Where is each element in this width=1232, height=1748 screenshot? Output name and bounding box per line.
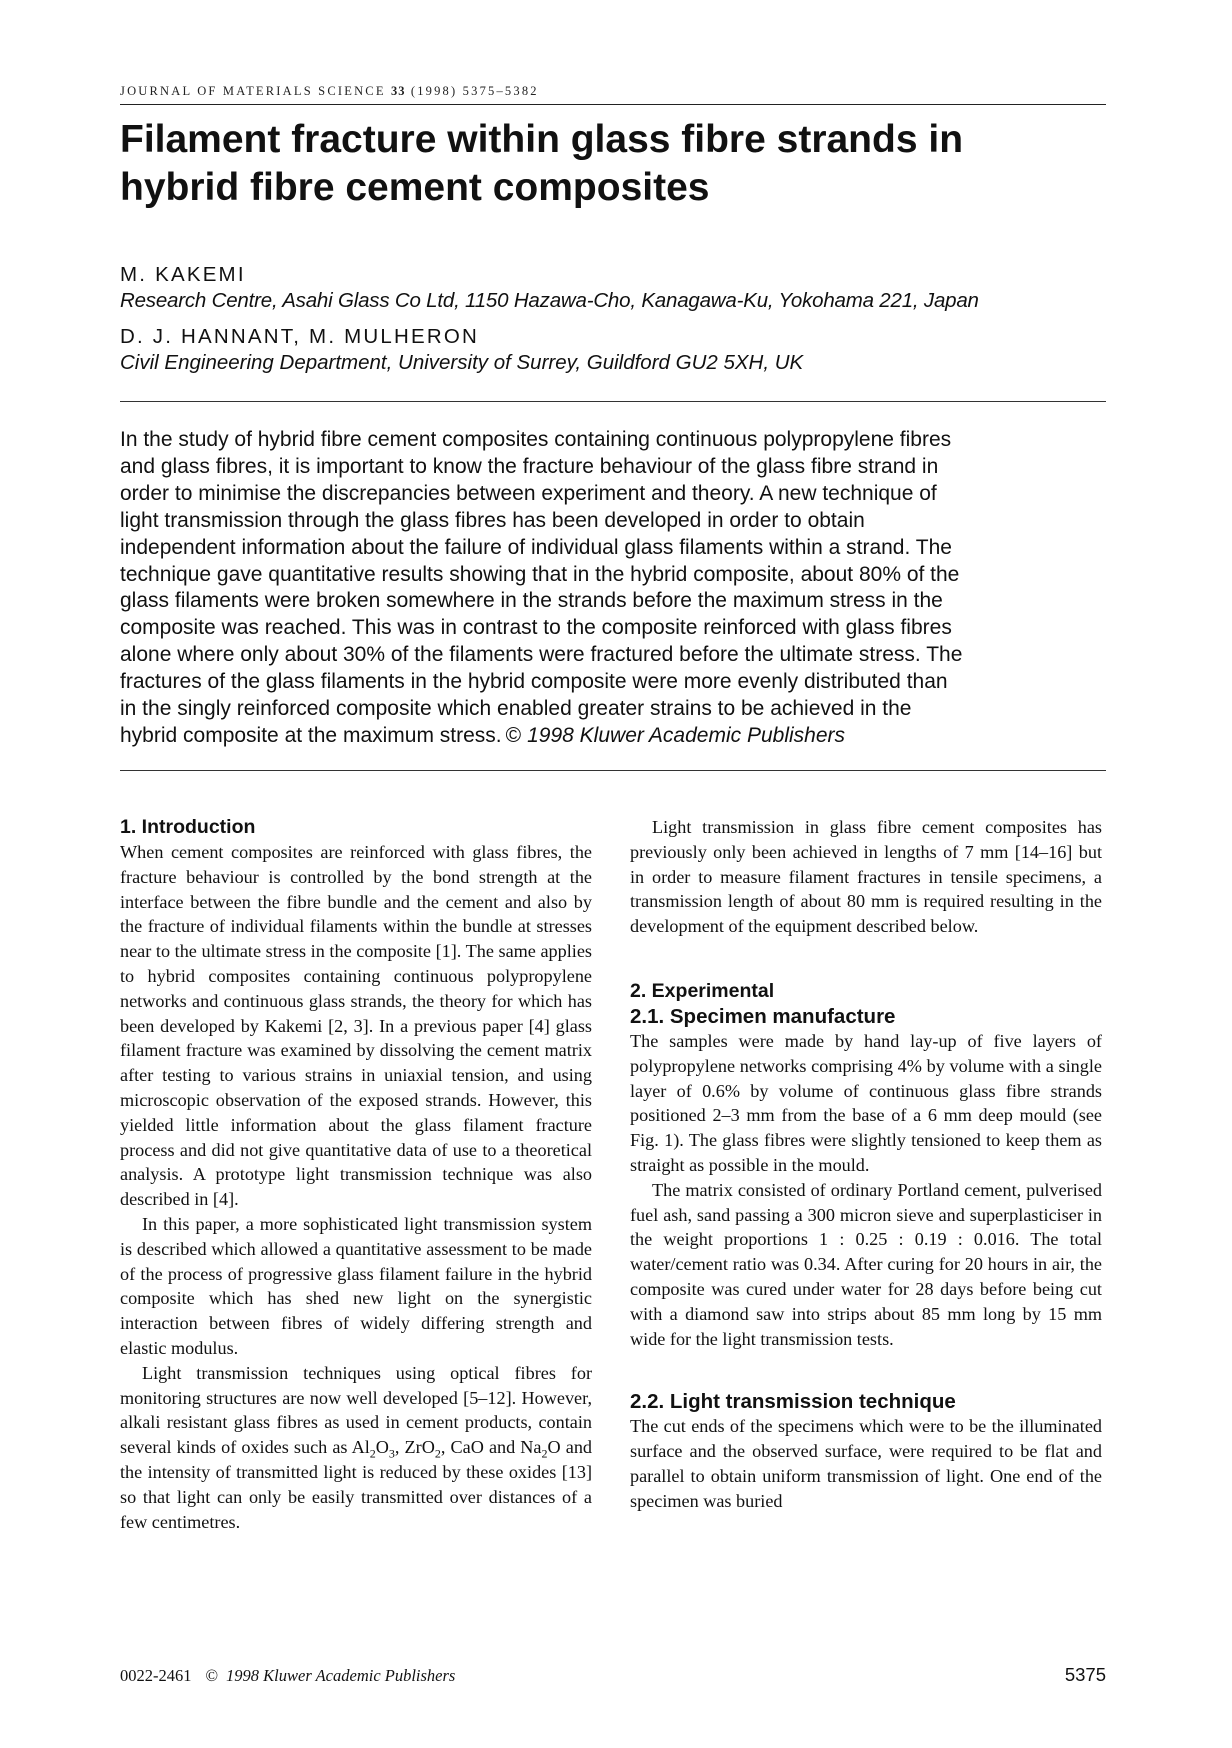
abstract-last-text: hybrid composite at the maximum stress. — [120, 723, 502, 747]
abstract-line: independent information about the failure of individual glass filaments within a strand. The — [120, 535, 952, 559]
author-names-1: M. KAKEMI — [120, 263, 246, 286]
header-rule — [120, 104, 1106, 105]
intro-paragraph-1: When cement composites are reinforced with glass fibres, the fracture behaviour is controlled by the bond strength at the interface between the fibre bundle and the cement and also by the fracture of individual filaments within the bundle at stresses near to the ultimate stress in the composite [1]. The same applies to hybrid composites containing continuous polypropylene networks and continuous glass strands, the theory for which has been developed by Kakemi [2, 3]. In a previous paper [4] glass filament fracture was examined by dissolving the cement matrix after testing to various strains in uniaxial tension, and using microscopic observation of the exposed strands. However, this yielded little information about the glass filament fracture process and did not give quantitative data of use to a theoretical analysis. A prototype light transmission technique was also described in [4]. — [120, 842, 592, 1210]
abstract-line: fractures of the glass filaments in the hybrid composite were more evenly distributed than — [120, 670, 948, 694]
section-heading-experimental: 2. Experimental — [630, 979, 775, 1002]
copyright-mark: © — [505, 723, 522, 747]
section-spacer — [630, 939, 1102, 979]
abstract-line: alone where only about 30% of the filaments were fractured before the ultimate stress. The — [120, 643, 963, 667]
abstract — [120, 427, 1106, 750]
running-head — [120, 84, 1106, 99]
abstract-line: composite was reached. This was in contrast to the composite reinforced with glass fibres — [120, 616, 952, 640]
article-title — [120, 116, 1106, 212]
right-column — [630, 815, 1102, 1514]
abstract-line: glass filaments were broken somewhere in the strands before the maximum stress in the — [120, 589, 943, 613]
abstract-top-rule — [120, 401, 1106, 402]
abstract-line: and glass fibres, it is important to know the fracture behaviour of the glass fibre strand in — [120, 454, 939, 478]
abstract-line: technique gave quantitative results showing that in the hybrid composite, about 80% of the — [120, 562, 960, 586]
author-affiliation-1: Research Centre, Asahi Glass Co Ltd, 1150 Hazawa-Cho, Kanagawa-Ku, Yokohama 221, Japan — [120, 289, 979, 312]
page-number: 5375 — [1064, 1664, 1106, 1685]
abstract-bottom-rule — [120, 770, 1106, 771]
intro-paragraph-2: In this paper, a more sophisticated light transmission system is described which allowed a quantitative assessment to be made of the process of progressive glass filament failure in the hybrid composite which has shed new light on the synergistic interaction between fibres of widely differing strength and elastic modulus. — [120, 1213, 592, 1358]
journal-year-pages: (1998) 5375–5382 — [410, 84, 539, 98]
subsection-heading-specimen-manufacture: 2.1. Specimen manufacture — [630, 1004, 896, 1028]
intro-paragraph-3: Light transmission techniques using optical fibres for monitoring structures are now well developed [5–12]. However, alkali resistant glass fibres as used in cement products, contain several kinds of oxides such as $Al_2O_3$, ZrO$_2$, CaO and $Na_2O$ and the intensity of transmitted light is reduced by these oxides [13] so that light can only be easily transmitted over distances of a few centimetres. — [120, 1362, 593, 1532]
abstract-line: order to minimise the discrepancies between experiment and theory. A new technique of — [120, 481, 937, 505]
journal-volume: 33 — [391, 84, 406, 98]
abstract-line: light transmission through the glass fibres has been developed in order to obtain — [120, 508, 865, 532]
footer-left — [120, 1666, 455, 1686]
title-line-1: Filament fracture within glass fibre strands in — [120, 118, 964, 161]
left-column — [120, 815, 592, 1534]
abstract-copyright: 1998 Kluwer Academic Publishers — [527, 723, 846, 747]
footer-copyright-mark: © — [205, 1666, 219, 1685]
subsection-heading-light-transmission: 2.2. Light transmission technique — [630, 1390, 956, 1414]
abstract-last-line — [120, 723, 1106, 750]
footer-issn: 0022-2461 — [120, 1666, 192, 1685]
experimental-paragraph-2: The matrix consisted of ordinary Portland cement, pulverised fuel ash, sand passing a 300 micron sieve and superplasticiser in the weight proportions 1 : 0.25 : 0.19 : 0.016. The total water/cement ratio was 0.34. After curing for 20 hours in air, the composite was cured under water for 28 days before being cut with a diamond saw into strips about 85 mm long by 15 mm wide for the light transmission tests. — [630, 1179, 1102, 1349]
abstract-line: in the singly reinforced composite which enabled greater strains to be achieved in the — [120, 697, 912, 721]
author-affiliation-2: Civil Engineering Department, University of Surrey, Guildford GU2 5XH, UK — [120, 351, 804, 374]
experimental-paragraph-3: The cut ends of the specimens which were to be the illuminated surface and the observed surface, were required to be flat and parallel to obtain uniform transmission of light. One end of the specimen was buried — [630, 1416, 1102, 1511]
footer-publisher: 1998 Kluwer Academic Publishers — [226, 1666, 456, 1685]
author-names-2: D. J. HANNANT, M. MULHERON — [120, 325, 480, 348]
section-spacer — [630, 1351, 1102, 1389]
experimental-paragraph-1: The samples were made by hand lay-up of five layers of polypropylene networks comprising 4% by volume with a single layer of 0.6% by volume of continuous glass fibre strands positioned 2–3 mm from the base of a 6 mm deep mould (see Fig. 1). The glass fibres were slightly tensioned to keep them as straight as possible in the mould. — [630, 1030, 1102, 1175]
journal-name: JOURNAL OF MATERIALS SCIENCE — [120, 84, 386, 98]
intro-paragraph-4: Light transmission in glass fibre cement composites has previously only been achieved in lengths of 7 mm [14–16] but in order to measure filament fractures in tensile specimens, a transmission length of about 80 mm is required resulting in the development of the equipment described below. — [630, 817, 1102, 937]
section-heading-introduction: 1. Introduction — [120, 816, 256, 838]
title-line-2: hybrid fibre cement composites — [120, 166, 710, 209]
abstract-line: In the study of hybrid fibre cement composites containing continuous polypropylene fibres — [120, 428, 952, 451]
